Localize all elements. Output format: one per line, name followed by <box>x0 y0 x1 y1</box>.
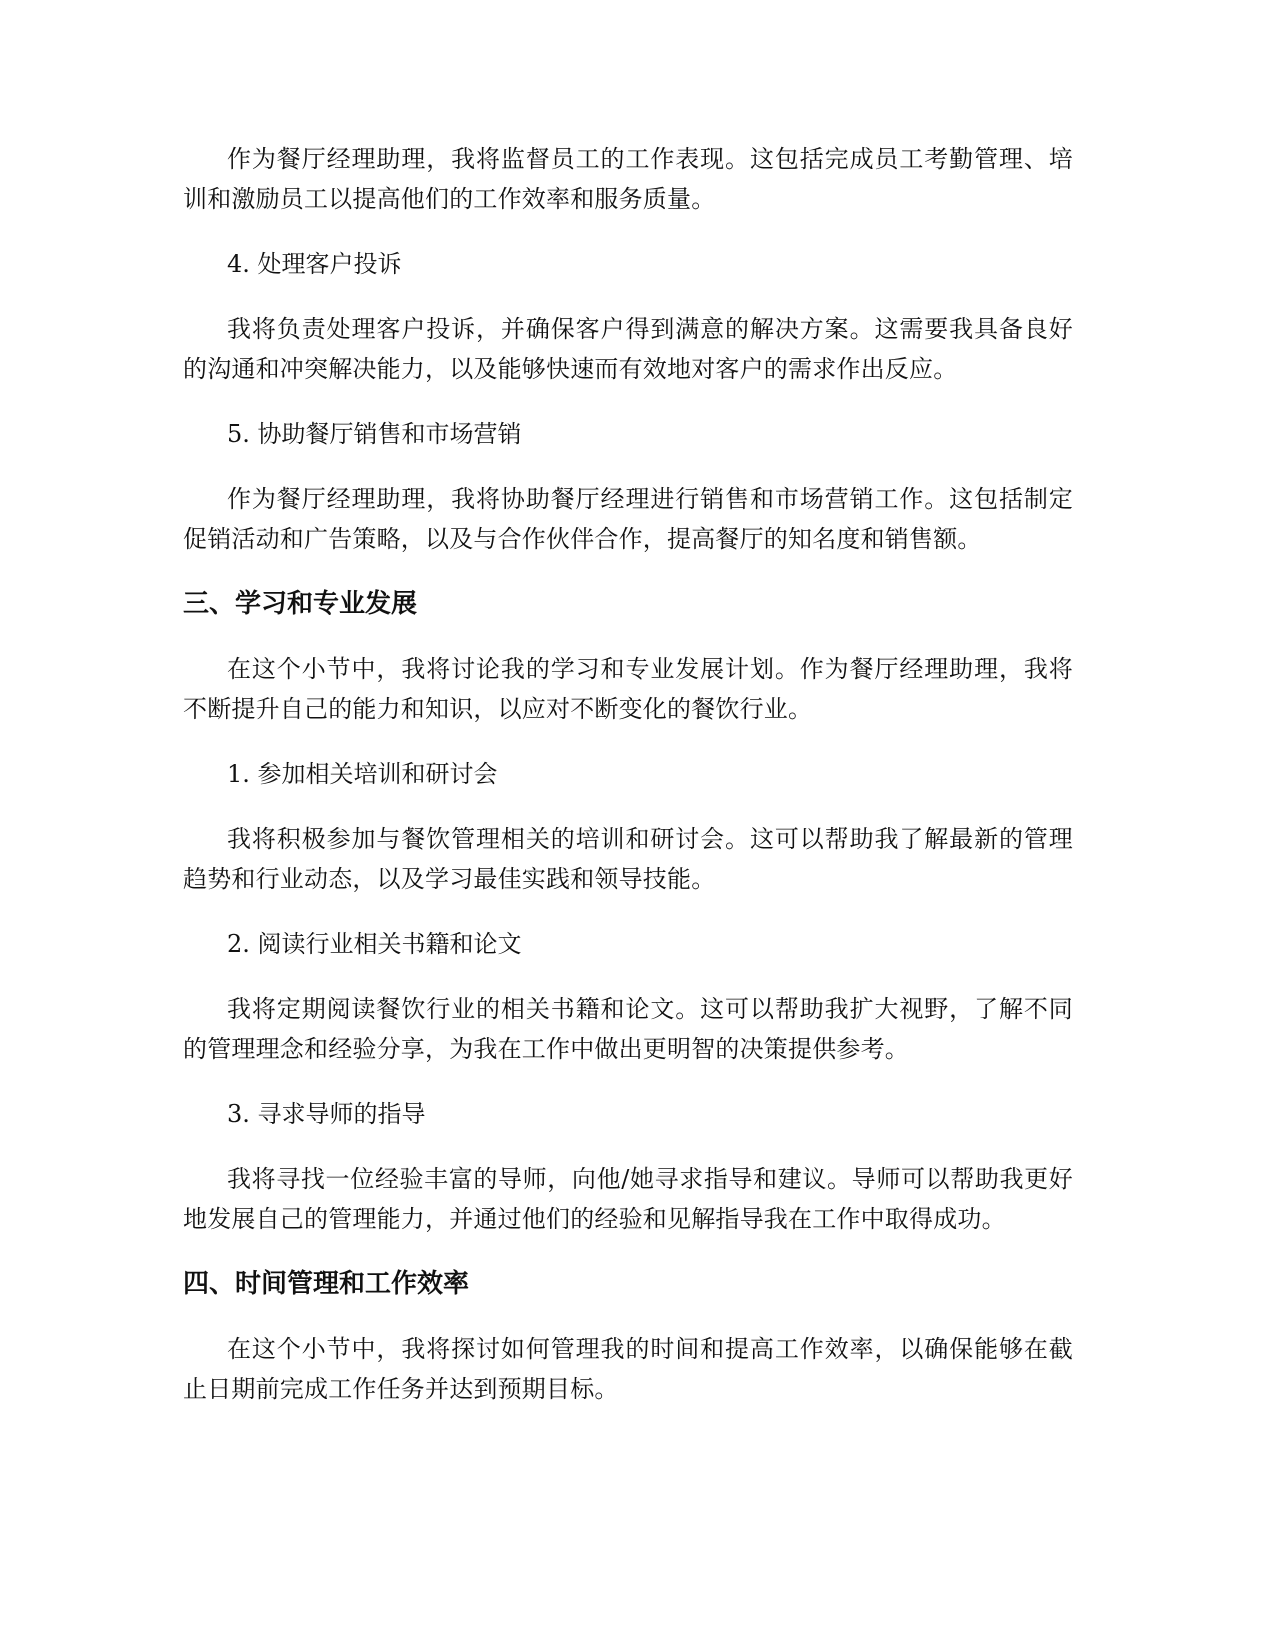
paragraph-learning-intro: 在这个小节中，我将讨论我的学习和专业发展计划。作为餐厅经理助理，我将不断提升自己的能力和知识，以应对不断变化的餐饮行业。 <box>183 655 1073 723</box>
paragraph-reading: 我将定期阅读餐饮行业的相关书籍和论文。这可以帮助我扩大视野，了解不同的管理理念和经验分享，为我在工作中做出更明智的决策提供参考。 <box>183 995 1073 1063</box>
paragraph-complaints: 我将负责处理客户投诉，并确保客户得到满意的解决方案。这需要我具备良好的沟通和冲突解决能力，以及能够快速而有效地对客户的需求作出反应。 <box>183 315 1073 383</box>
section-heading-learning: 三、学习和专业发展 <box>183 589 418 619</box>
paragraph-training: 我将积极参加与餐饮管理相关的培训和研讨会。这可以帮助我了解最新的管理趋势和行业动态，以及学习最佳实践和领导技能。 <box>183 825 1073 893</box>
paragraph-mentor: 我将寻找一位经验丰富的导师，向他/她寻求指导和建议。导师可以帮助我更好地发展自己的管理能力，并通过他们的经验和见解指导我在工作中取得成功。 <box>183 1165 1073 1233</box>
list-item-handle-complaints: 4. 处理客户投诉 <box>227 250 402 278</box>
list-item-mentor: 3. 寻求导师的指导 <box>227 1100 426 1128</box>
section-heading-time-management: 四、时间管理和工作效率 <box>183 1269 470 1299</box>
paragraph-sales-marketing: 作为餐厅经理助理，我将协助餐厅经理进行销售和市场营销工作。这包括制定促销活动和广告策略，以及与合作伙伴合作，提高餐厅的知名度和销售额。 <box>183 485 1073 553</box>
paragraph-staff-supervision: 作为餐厅经理助理，我将监督员工的工作表现。这包括完成员工考勤管理、培训和激励员工以提高他们的工作效率和服务质量。 <box>183 145 1073 213</box>
document-body <box>183 139 1073 1434</box>
list-item-training: 1. 参加相关培训和研讨会 <box>227 760 498 788</box>
list-item-reading: 2. 阅读行业相关书籍和论文 <box>227 930 522 958</box>
paragraph-time-management-intro: 在这个小节中，我将探讨如何管理我的时间和提高工作效率，以确保能够在截止日期前完成工作任务并达到预期目标。 <box>183 1335 1073 1403</box>
list-item-sales-marketing: 5. 协助餐厅销售和市场营销 <box>227 420 522 448</box>
